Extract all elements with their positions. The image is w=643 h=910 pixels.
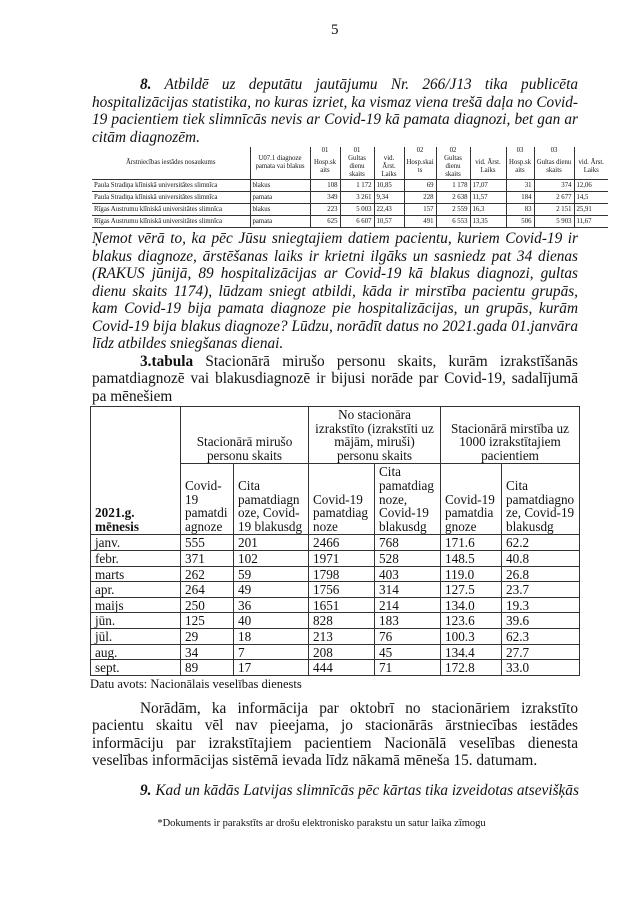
table-cell: 13,35 (470, 216, 506, 228)
header-cell: vid. Ārst. Laiks (470, 155, 506, 180)
table-row (91, 566, 580, 582)
table-cell: 223 (310, 204, 340, 216)
table-cell: apr. (91, 582, 181, 598)
table-3-caption (92, 353, 578, 406)
table-cell: 59 (234, 566, 309, 582)
table-cell: 19.3 (502, 597, 580, 613)
table-row (92, 180, 608, 192)
table-cell: 9,34 (374, 192, 404, 204)
table-cell: 1756 (309, 582, 375, 598)
question-9 (92, 782, 578, 800)
table-cell: 148.5 (441, 550, 502, 566)
mortality-table (90, 406, 580, 676)
table-cell: 100.3 (441, 628, 502, 644)
table-cell: 7 (234, 644, 309, 660)
table-cell: pamata (250, 192, 310, 204)
table-cell: 134.4 (441, 644, 502, 660)
group-header: No stacionāra izrakstīto (izrakstīti uz mājām, miruši) personu skaits (309, 407, 441, 464)
table-row (91, 597, 580, 613)
question-text: Kad un kādās Latvijas slimnīcās pēc kārtas tika izveidotas atsevišķās (155, 781, 579, 799)
question-number: 9. (140, 781, 152, 799)
table-cell: 6 607 (340, 216, 374, 228)
table-cell: 6 553 (436, 216, 470, 228)
table-cell: 2 559 (436, 204, 470, 216)
table-cell: 625 (310, 216, 340, 228)
header-cell: Gultas dienu skaits (436, 155, 470, 180)
table-cell: 1 172 (340, 180, 374, 192)
month-cell (470, 147, 506, 155)
table-cell: 1 178 (436, 180, 470, 192)
header-cell: vid. Ārst. Laiks (374, 155, 404, 180)
table-cell: 374 (534, 180, 574, 192)
table-cell: 134.0 (441, 597, 502, 613)
table-cell: 157 (404, 204, 436, 216)
table-cell: 22,43 (374, 204, 404, 216)
table-cell: 491 (404, 216, 436, 228)
table-cell: 314 (375, 582, 441, 598)
header-cell: Hosp.skaits (506, 155, 534, 180)
table-cell: 123.6 (441, 613, 502, 629)
subheader: Covid-19 pamatdiagnoze (181, 464, 234, 535)
table-cell: 16,3 (470, 204, 506, 216)
table-row (91, 582, 580, 598)
header-cell: Hosp.skaits (404, 155, 436, 180)
table-row (92, 192, 608, 204)
table-row (91, 535, 580, 551)
table-cell: 5 903 (534, 216, 574, 228)
table-cell: 83 (506, 204, 534, 216)
table-cell: 183 (375, 613, 441, 629)
table-cell: 127.5 (441, 582, 502, 598)
table-cell: 10,57 (374, 216, 404, 228)
table-cell: 71 (375, 660, 441, 676)
table-cell: 33.0 (502, 660, 580, 676)
table-cell: 62.3 (502, 628, 580, 644)
table-cell: 828 (309, 613, 375, 629)
table-cell: 262 (181, 566, 234, 582)
table-row (92, 204, 608, 216)
caption-text: Stacionārā mirušo personu skaits, kurām izrakstīšanās pamatdiagnozē vai blakusdiagnozē ir bijusi norāde par Covid-19, sadalījumā pa mēnešiem (92, 352, 578, 405)
header-cell: vid. Ārst. Laiks (574, 155, 608, 180)
table-cell: jūl. (91, 628, 181, 644)
subheader: Cita pamatdiagnoze, Covid-19 blakusdg (234, 464, 309, 535)
table-cell: 27.7 (502, 644, 580, 660)
table-cell: 1971 (309, 550, 375, 566)
table-label: 3.tabula (140, 352, 194, 370)
table-cell: 768 (375, 535, 441, 551)
table-cell: 62.2 (502, 535, 580, 551)
table-cell: 213 (309, 628, 375, 644)
question-8 (92, 76, 578, 146)
table-cell: 102 (234, 550, 309, 566)
table-cell: 184 (506, 192, 534, 204)
table-cell: 349 (310, 192, 340, 204)
table-cell: 36 (234, 597, 309, 613)
table-cell: 26.8 (502, 566, 580, 582)
table-cell: 29 (181, 628, 234, 644)
table-cell: blakus (250, 204, 310, 216)
table-cell: 2 677 (534, 192, 574, 204)
data-source: Datu avots: Nacionālais veselības dienests (90, 676, 302, 691)
table-cell: 31 (506, 180, 534, 192)
table-cell: febr. (91, 550, 181, 566)
table-cell: Rīgas Austrumu klīniskā universitātes slimnīca (92, 204, 250, 216)
page-number: 5 (331, 22, 339, 38)
month-cell (574, 147, 608, 155)
note-paragraph: Norādām, ka informācija par oktobrī no stacionāriem izrakstīto pacientu skaitu vēl nav pieejama, jo stacionārās ārstniecības iestādes informāciju par izrakstītajiem pacientiem Nacionālā veselības dienesta veselības informācijas sistēmā ievada līdz nākamā mēneša 15. datumam. (92, 699, 578, 770)
month-cell: 02 (404, 147, 436, 155)
subheader: Cita pamatdiagnoze, Covid-19 blakusdg (375, 464, 441, 535)
table-cell: Paula Stradiņa klīniskā universitātes slimnīca (92, 192, 250, 204)
table-cell: Rīgas Austrumu klīniskā universitātes slimnīca (92, 216, 250, 228)
month-cell: 03 (534, 147, 574, 155)
table-cell: aug. (91, 644, 181, 660)
table-cell: 34 (181, 644, 234, 660)
table-cell: 89 (181, 660, 234, 676)
table-cell: 2 638 (436, 192, 470, 204)
table-cell: 17,07 (470, 180, 506, 192)
question-text: Atbildē uz deputātu jautājumu Nr. 266/J13 tika publicēta hospitalizācijas statistika, no kuras izriet, ka vismaz viena trešā daļa no Covid-19 pacientiem tiek slimnīcās nevis ar Covid-19 kā pamata diagnozi, bet gan ar citām diagnozēm. (92, 76, 578, 146)
table-cell: 2 151 (534, 204, 574, 216)
table-cell: 11,57 (470, 192, 506, 204)
header-cell: Hosp.skaits (310, 155, 340, 180)
table-cell: pamata (250, 216, 310, 228)
table-cell: janv. (91, 535, 181, 551)
group-header: Stacionārā mirušo personu skaits (181, 407, 309, 464)
table-cell: 69 (404, 180, 436, 192)
question-number: 8. (140, 76, 152, 93)
table-cell: 250 (181, 597, 234, 613)
table-cell: 208 (309, 644, 375, 660)
month-cell: 01 (340, 147, 374, 155)
table-cell: 49 (234, 582, 309, 598)
table-cell: 214 (375, 597, 441, 613)
table-cell: 201 (234, 535, 309, 551)
table-cell: 11,67 (574, 216, 608, 228)
table-cell: 3 261 (340, 192, 374, 204)
header-cell: Gultas dienu skaits (534, 155, 574, 180)
month-cell (374, 147, 404, 155)
hospitalization-table (92, 147, 608, 228)
table-cell: 40 (234, 613, 309, 629)
question-8-followup: Ņemot vērā to, ka pēc Jūsu sniegtajiem datiem pacientu, kuriem Covid-19 ir blakus diagnoze, ārstēšanas laiks ir krietni ilgāks un sasniedz pat 34 dienas (RAKUS jūnijā, 89 hospitalizācijas ar Covid-19 kā blakus diagnozi, gultas dienu skaits 1174), lūdzam sniegt atbildi, kāda ir mirstība pacientu grupās, kam Covid-19 bija pamata diagnoze pie hospitalizācijas, un grupās, kurām Covid-19 bija blakus diagnoze? Lūdzu, norādīt datus no 2021.gada 01.janvāra līdz atbildes sniegšanas dienai. (92, 230, 578, 352)
table-cell: 264 (181, 582, 234, 598)
table-cell: sept. (91, 660, 181, 676)
table-cell: maijs (91, 597, 181, 613)
table-row (91, 660, 580, 676)
month-cell: 01 (310, 147, 340, 155)
table-cell: 40.8 (502, 550, 580, 566)
table-cell: blakus (250, 180, 310, 192)
table-cell: 371 (181, 550, 234, 566)
table-cell: 10,85 (374, 180, 404, 192)
table-cell: 1798 (309, 566, 375, 582)
table-cell: 119.0 (441, 566, 502, 582)
table-cell: 45 (375, 644, 441, 660)
table-cell: 172.8 (441, 660, 502, 676)
table-cell: 17 (234, 660, 309, 676)
table-cell: 528 (375, 550, 441, 566)
month-header: 2021.g. mēnesis (91, 407, 181, 535)
table-row (92, 216, 608, 228)
table-cell: 108 (310, 180, 340, 192)
table-cell: 39.6 (502, 613, 580, 629)
table-cell: 2466 (309, 535, 375, 551)
page-body (90, 76, 604, 830)
table-row (91, 628, 580, 644)
header-cell: Gultas dienu skaits (340, 155, 374, 180)
table-cell: 171.6 (441, 535, 502, 551)
table-cell: 23.7 (502, 582, 580, 598)
header-cell: Ārstniecības iestādes nosaukums (126, 159, 216, 166)
table-cell: 228 (404, 192, 436, 204)
subheader: Covid-19 pamatdiagnoze (309, 464, 375, 535)
table-cell: marts (91, 566, 181, 582)
table-cell: 444 (309, 660, 375, 676)
table-cell: 403 (375, 566, 441, 582)
signature-footnote: *Dokuments ir parakstīts ar drošu elektronisko parakstu un satur laika zīmogu (157, 818, 486, 830)
table-cell: 125 (181, 613, 234, 629)
table-row (91, 550, 580, 566)
group-header-row (91, 407, 580, 464)
table-row (91, 613, 580, 629)
table-cell: 18 (234, 628, 309, 644)
table-cell: 506 (506, 216, 534, 228)
table-cell: 5 003 (340, 204, 374, 216)
table-row (91, 644, 580, 660)
table-cell: 12,06 (574, 180, 608, 192)
month-cell: 02 (436, 147, 470, 155)
group-header: Stacionārā mirstība uz 1000 izrakstītajiem pacientiem (441, 407, 580, 464)
table-cell: 76 (375, 628, 441, 644)
table-cell: 25,91 (574, 204, 608, 216)
subheader: Cita pamatdiagnoze, Covid-19 blakusdg (502, 464, 580, 535)
table-cell: Paula Stradiņa klīniskā universitātes slimnīca (92, 180, 250, 192)
table-cell: 555 (181, 535, 234, 551)
month-row (92, 147, 608, 155)
table-cell: jūn. (91, 613, 181, 629)
month-cell: 03 (506, 147, 534, 155)
table-cell: 14,5 (574, 192, 608, 204)
subheader: Covid-19 pamatdiagnoze (441, 464, 502, 535)
header-cell: U07.1 diagnoze pamata vai blakus (250, 147, 310, 180)
table-cell: 1651 (309, 597, 375, 613)
